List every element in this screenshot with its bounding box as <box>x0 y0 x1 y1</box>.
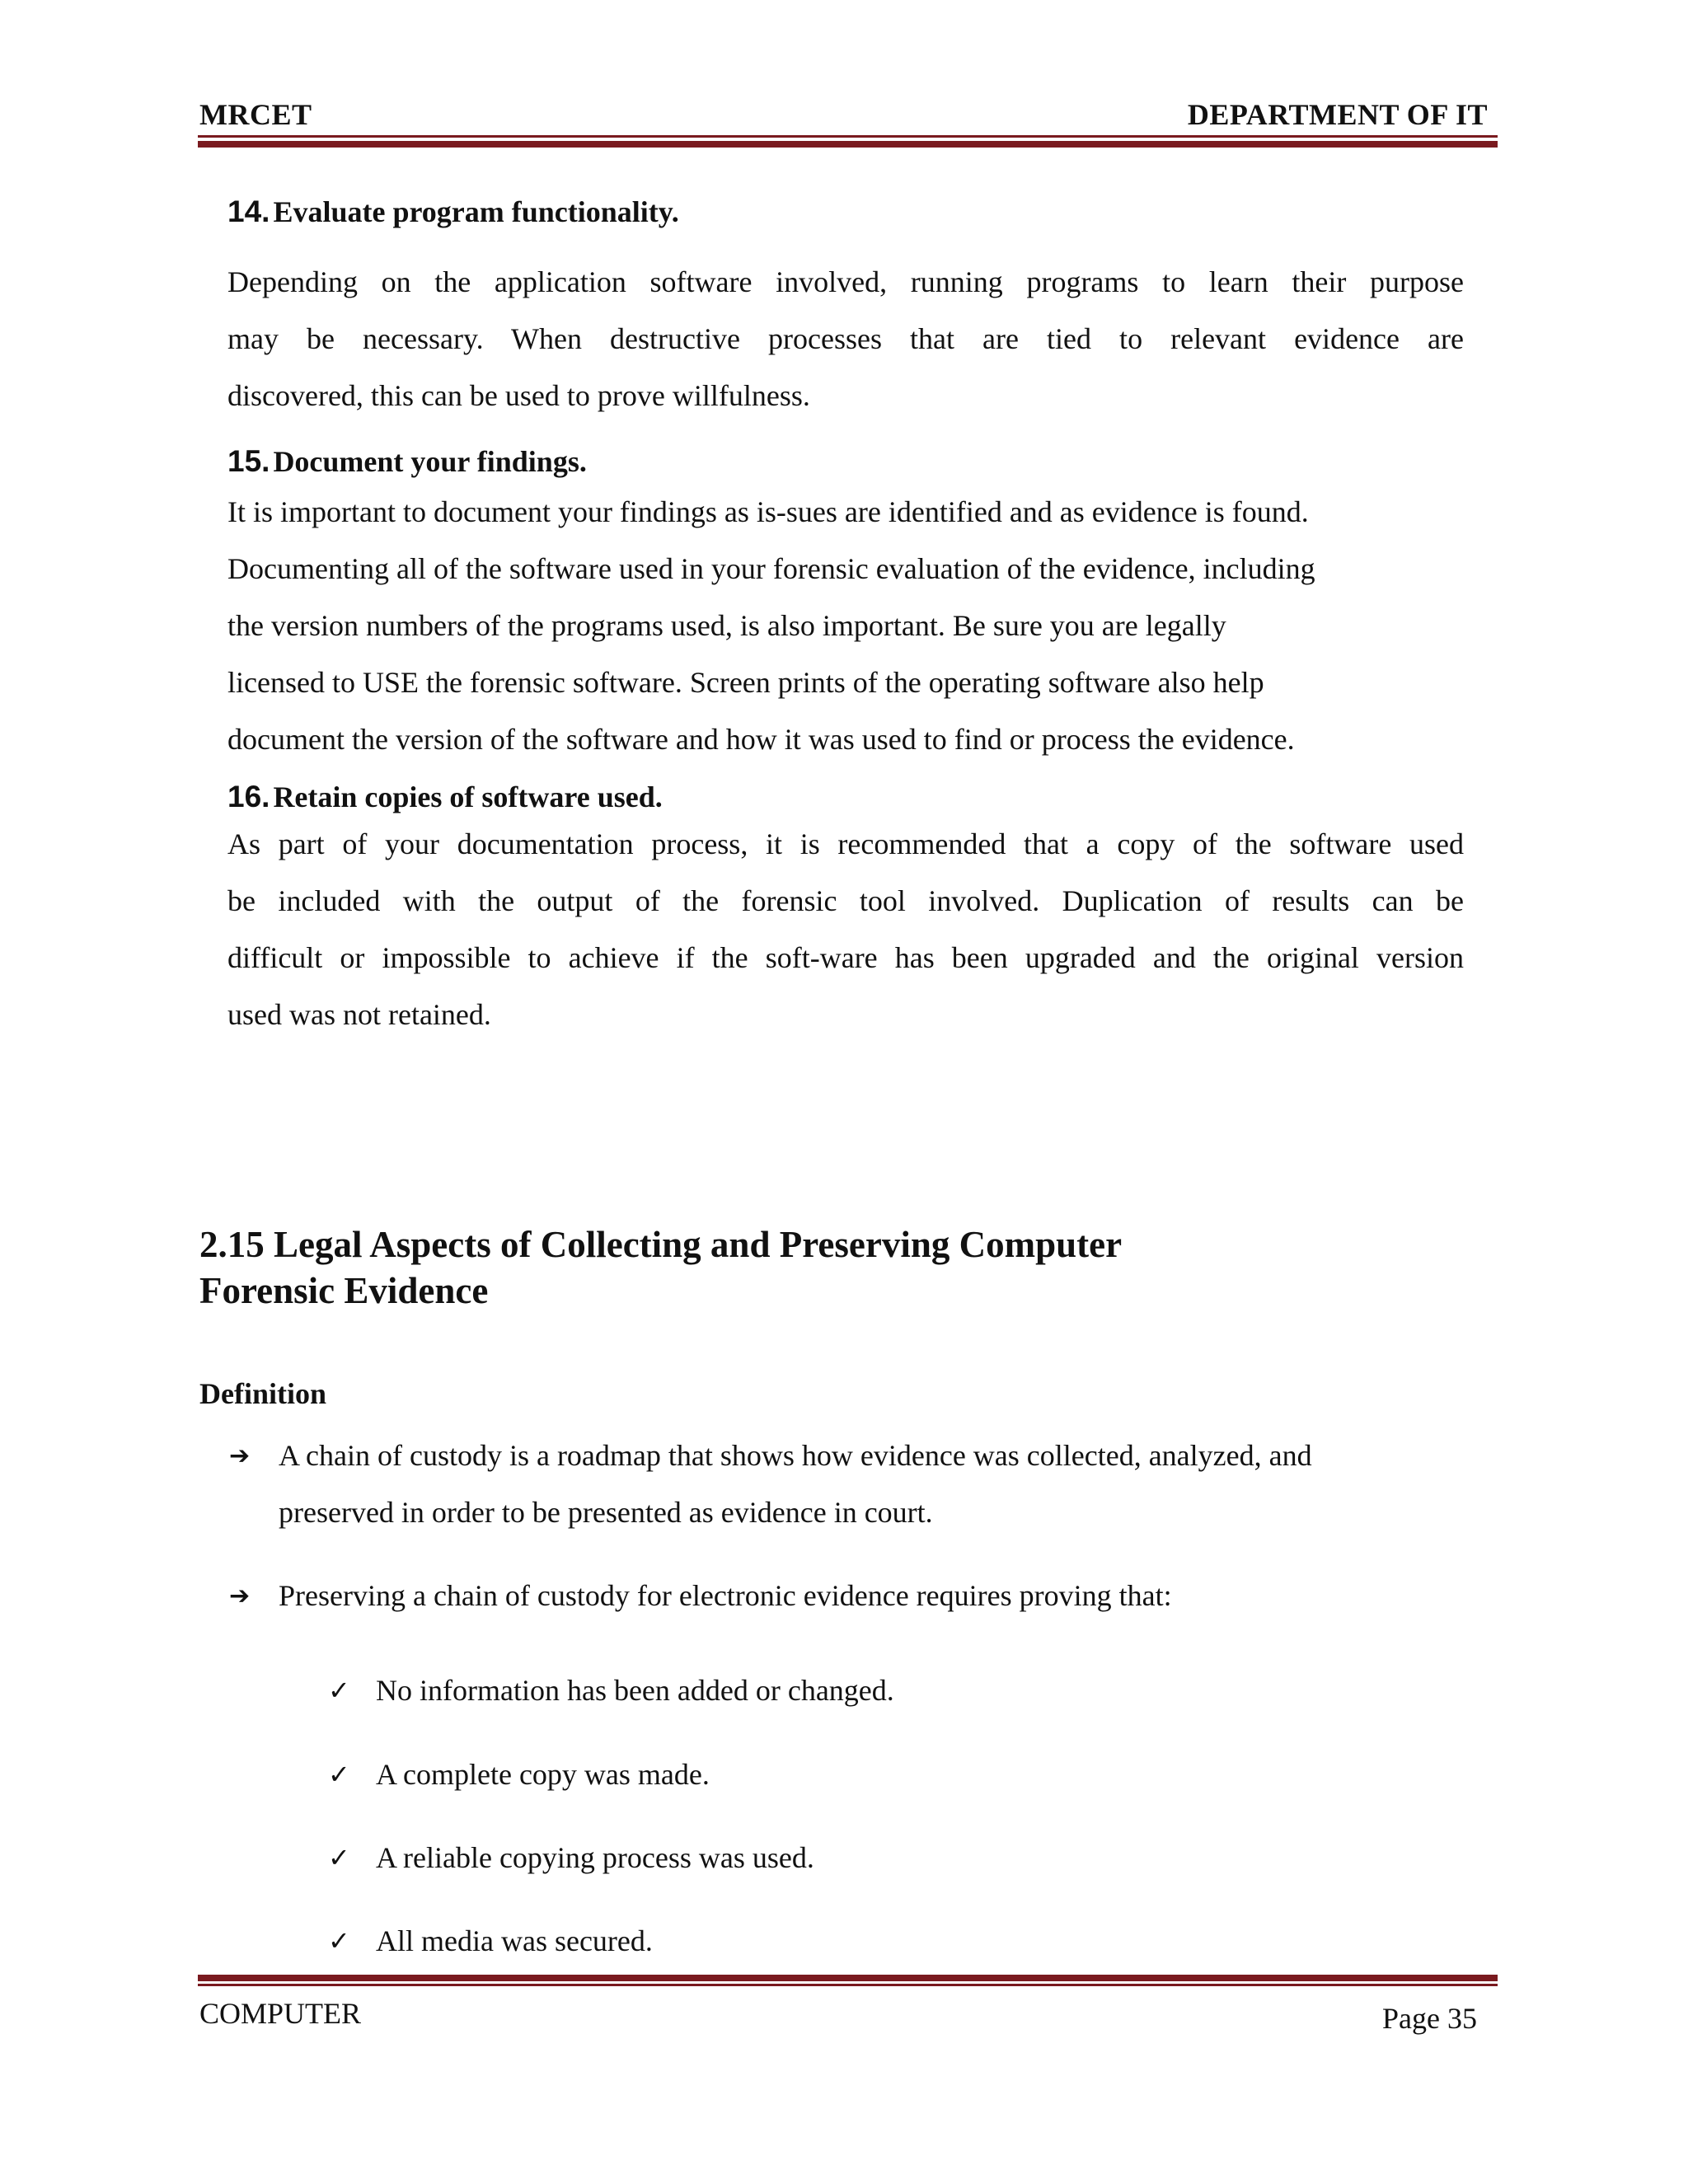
check-item <box>328 1754 710 1795</box>
item-title: Document your findings. <box>273 445 587 478</box>
item-heading <box>227 194 1464 229</box>
item-15 <box>227 444 1464 768</box>
page-number: Page 35 <box>1382 2002 1477 2035</box>
section-title-line1: 2.15 Legal Aspects of Collecting and Preserving Computer <box>199 1224 1123 1265</box>
paragraph-line: document the version of the software and how it was used to find or process the evidence. <box>227 723 1295 756</box>
paragraph-line: It is important to document your findings as is-sues are identified and as evidence is found. <box>227 495 1309 528</box>
check-text: No information has been added or changed. <box>376 1674 894 1707</box>
paragraph-line: Depending on the application software involved, running programs to learn their purpose <box>227 265 1464 298</box>
paragraph-line: licensed to USE the forensic software. Screen prints of the operating software also help <box>227 666 1264 699</box>
footer-left-text: COMPUTER <box>199 1997 362 2030</box>
paragraph-line: difficult or impossible to achieve if the soft-ware has been upgraded and the original version <box>227 941 1464 974</box>
check-item <box>328 1920 653 1961</box>
item-heading <box>227 780 1464 814</box>
item-number: 16. <box>227 780 270 813</box>
paragraph-line: discovered, this can be used to prove willfulness. <box>227 379 810 412</box>
header-rule-thin <box>198 135 1498 138</box>
item-number: 14. <box>227 194 270 228</box>
checkmark-icon: ✓ <box>328 1675 350 1706</box>
paragraph-line: the version numbers of the programs used, is also important. Be sure you are legally <box>227 609 1226 642</box>
item-number: 15. <box>227 444 270 478</box>
header-left-text: MRCET <box>199 98 312 131</box>
paragraph-line: may be necessary. When destructive processes that are tied to relevant evidence are <box>227 322 1464 355</box>
footer-rule-thin <box>198 1984 1498 1986</box>
header-right-text: DEPARTMENT OF IT <box>1187 98 1488 131</box>
paragraph-line: used was not retained. <box>227 998 491 1031</box>
check-text: A reliable copying process was used. <box>376 1841 814 1874</box>
checkmark-icon: ✓ <box>328 1759 350 1790</box>
paragraph-line: Documenting all of the software used in your forensic evaluation of the evidence, including <box>227 552 1315 585</box>
item-heading <box>227 444 1464 479</box>
section-title-line2: Forensic Evidence <box>199 1270 489 1311</box>
check-text: All media was secured. <box>376 1924 653 1957</box>
arrow-bullet-icon: ➔ <box>229 1582 251 1610</box>
definition-label: Definition <box>199 1377 327 1410</box>
check-text: A complete copy was made. <box>376 1758 710 1791</box>
footer-rule-thick <box>198 1975 1498 1981</box>
item-title: Retain copies of software used. <box>273 780 663 813</box>
bullet-item <box>229 1427 1432 1541</box>
check-item <box>328 1670 894 1711</box>
paragraph-line: be included with the output of the forensic tool involved. Duplication of results can be <box>227 884 1464 917</box>
bullet-line: preserved in order to be presented as evidence in court. <box>279 1496 933 1529</box>
section-title <box>199 1221 1436 1314</box>
bullet-line: A chain of custody is a roadmap that shows how evidence was collected, analyzed, and <box>279 1439 1312 1472</box>
arrow-bullet-icon: ➔ <box>229 1441 251 1470</box>
bullet-item <box>229 1568 1432 1624</box>
item-14 <box>227 194 1464 424</box>
check-item <box>328 1837 814 1878</box>
header-rule-thick <box>198 141 1498 148</box>
item-16 <box>227 780 1464 1043</box>
checkmark-icon: ✓ <box>328 1925 350 1957</box>
paragraph-line: As part of your documentation process, it is recommended that a copy of the software used <box>227 827 1464 860</box>
numbered-items <box>227 194 1464 1043</box>
item-title: Evaluate program functionality. <box>273 195 679 228</box>
bullet-line: Preserving a chain of custody for electronic evidence requires proving that: <box>279 1579 1172 1612</box>
checkmark-icon: ✓ <box>328 1842 350 1873</box>
